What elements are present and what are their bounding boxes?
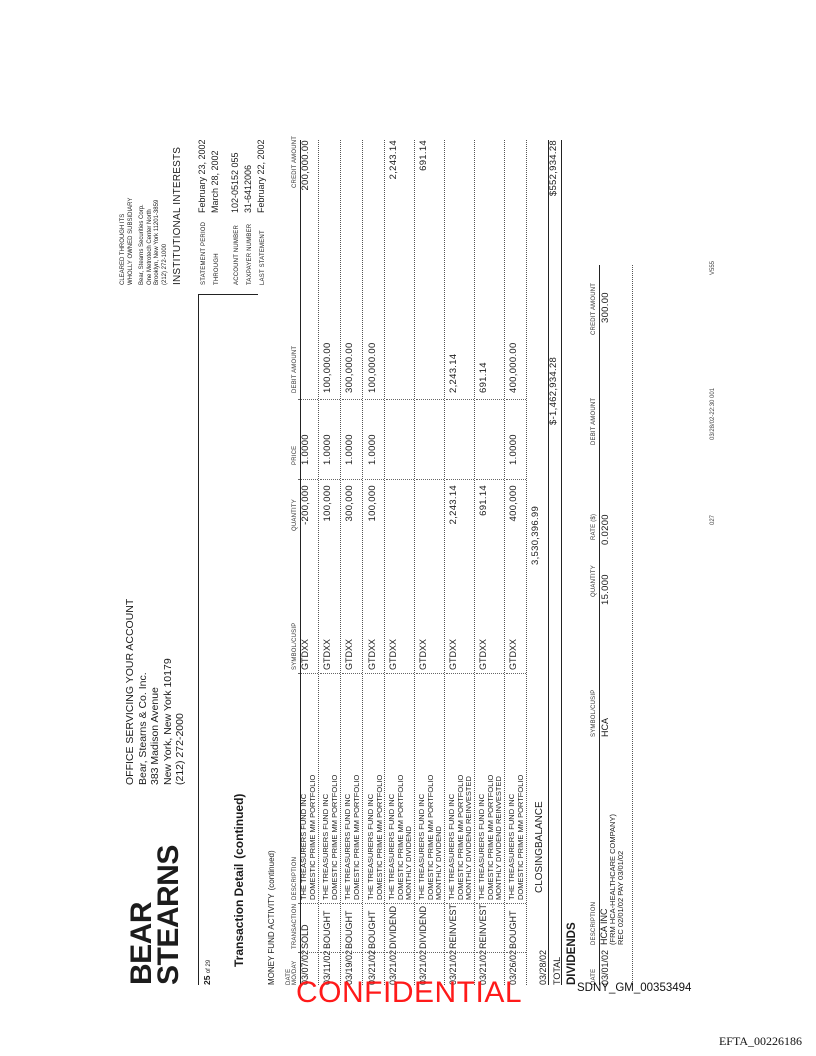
page-number: 25 of 29 — [202, 959, 212, 985]
row-rule — [444, 140, 445, 985]
row-quantity: 2,243.14 — [448, 485, 459, 525]
row-price: 1.0000 — [344, 434, 355, 465]
column-rule — [386, 952, 414, 953]
column-rule — [416, 673, 444, 674]
row-credit: 2,243.14 — [388, 140, 399, 180]
column-rule — [476, 903, 504, 904]
description-line: THE TREASURERS FUND INC — [366, 793, 375, 900]
row-symbol: GTDXX — [478, 638, 488, 670]
description-line: DOMESTIC PRIME MM PORTFOLIO — [515, 774, 525, 900]
row-transaction: DIVIDEND — [388, 905, 398, 949]
column-rule — [298, 903, 318, 904]
row-credit: 200,000.00 — [300, 140, 311, 191]
column-rule — [298, 479, 318, 480]
column-rule — [506, 673, 526, 674]
confidential-stamp: CONFIDENTIAL — [296, 976, 523, 1009]
div-row-symbol: HCA — [600, 717, 610, 737]
div-row-rule — [632, 265, 633, 985]
row-price: 1.0000 — [300, 434, 311, 465]
footer-code-3: V555 — [710, 260, 716, 275]
bear-stearns-logo: BEAR STEARNS — [125, 845, 185, 985]
row-price: 1.0000 — [367, 434, 378, 465]
column-rule — [342, 399, 362, 400]
column-rule — [386, 479, 414, 480]
row-rule — [474, 140, 475, 985]
description-line: MONTHLY DIVIDEND REINVESTED — [464, 776, 473, 900]
money-fund-section-title: MONEY FUND ACTIVITY (continued) — [267, 850, 276, 985]
div-row-rate: 0.0200 — [600, 514, 611, 545]
total-rule — [561, 140, 562, 985]
row-price: 1.0000 — [322, 434, 333, 465]
column-rule — [365, 399, 384, 400]
row-date: 03/11/02 — [322, 950, 332, 985]
row-description — [448, 775, 474, 900]
column-rule — [320, 479, 340, 480]
row-symbol: GTDXX — [367, 638, 377, 670]
column-rule — [386, 399, 414, 400]
row-symbol: GTDXX — [418, 638, 428, 670]
description-line: DOMESTIC PRIME MM PORTFOLIO — [455, 774, 465, 900]
col-header-description: DESCRIPTION — [292, 856, 298, 900]
description-line: THE TREASURERS FUND INC — [343, 793, 352, 900]
column-rule — [476, 479, 504, 480]
column-rule — [476, 399, 504, 400]
row-symbol: GTDXX — [388, 638, 398, 670]
column-rule — [342, 952, 362, 953]
row-debit: 100,000.00 — [367, 342, 378, 393]
row-rule — [384, 140, 385, 985]
row-description — [322, 775, 339, 900]
col-header-quantity: QUANTITY — [292, 499, 298, 531]
row-symbol: GTDXX — [344, 638, 354, 670]
description-line: THE TREASURERS FUND INC — [417, 793, 426, 900]
column-rule — [416, 903, 444, 904]
column-rule — [446, 952, 474, 953]
account-name: INSTITUTIONAL INTERESTS — [172, 146, 183, 285]
description-line: (FRM HCA-HEALTHCARE COMPANY) — [607, 814, 617, 945]
div-col-header-symbol: SYMBOL/CUSIP — [591, 689, 597, 737]
description-line: REC 02/01/02 PAY 03/01/02 — [616, 850, 625, 945]
total-credit: $552,934.28 — [548, 140, 559, 197]
column-rule — [298, 673, 318, 674]
row-quantity: -200,000 — [300, 485, 311, 525]
row-description — [478, 775, 504, 900]
column-rule — [320, 399, 340, 400]
header-rule-corner — [198, 294, 258, 295]
rotated-statement-page — [120, 135, 716, 985]
col-header-credit: CREDIT AMOUNT — [292, 135, 298, 188]
row-debit: 400,000.00 — [508, 342, 519, 393]
bates-number: SDNY_GM_00353494 — [577, 982, 692, 994]
row-transaction: BOUGHT — [322, 910, 332, 949]
row-transaction: REINVEST — [448, 903, 458, 949]
column-rule — [476, 673, 504, 674]
description-line: HCA INC — [599, 908, 609, 945]
row-quantity: 400,000 — [508, 485, 519, 522]
column-rule — [386, 673, 414, 674]
closing-balance-label: CLOSINGBALANCE — [534, 801, 545, 893]
row-rule — [362, 140, 363, 985]
row-debit: 300,000.00 — [344, 342, 355, 393]
row-date: 03/21/02 — [418, 949, 428, 985]
description-line: DOMESTIC PRIME MM PORTFOLIO — [374, 774, 384, 900]
row-transaction: SOLD — [300, 924, 310, 949]
column-rule — [506, 479, 526, 480]
statement-meta: STATEMENT PERIODFebruary 23, 2002 THROUGHMarch 28, 2002 ACCOUNT NUMBER102-05152 055 TAXPAYER NUMBER31-6412006 LAST STATEMENTFebruary 22, 2002 — [197, 139, 266, 285]
clearing-firm-block: CLEARED THROUGH ITS WHOLLY OWNED SUBSIDIARY Bear, Stearns Securities Corp. One Metrotech Center North Brooklyn, New York 11201-3859 (212) 272-1000 — [120, 197, 168, 285]
row-debit: 691.14 — [478, 362, 489, 393]
div-col-header-description: DESCRIPTION — [591, 901, 597, 945]
description-line: MONTHLY DIVIDEND — [434, 826, 443, 900]
col-header-transaction: TRANSACTION — [292, 903, 298, 949]
row-rule — [526, 140, 527, 985]
row-rule — [504, 140, 505, 985]
row-date: 03/21/02 — [448, 949, 458, 985]
description-line: THE TREASURERS FUND INC — [387, 793, 396, 900]
div-row-date: 03/01/02 — [600, 949, 610, 985]
row-quantity: 100,000 — [367, 485, 378, 522]
description-line: DOMESTIC PRIME MM PORTFOLIO — [329, 774, 339, 900]
col-header-date: DATE MO/DAY — [286, 960, 298, 985]
description-line: MONTHLY DIVIDEND REINVESTED — [494, 776, 503, 900]
column-rule — [320, 673, 340, 674]
total-label: TOTAL — [552, 956, 562, 985]
div-row-quantity: 15.000 — [600, 574, 611, 605]
col-header-symbol: SYMBOL/CUSIP — [292, 622, 298, 670]
row-date: 03/19/02 — [344, 949, 354, 985]
efta-number: EFTA_00226186 — [718, 1034, 802, 1048]
row-description — [367, 775, 384, 900]
column-rule — [298, 952, 318, 953]
row-debit: 2,243.14 — [448, 353, 459, 393]
column-rule — [506, 903, 526, 904]
row-date: 03/21/02 — [388, 949, 398, 985]
dividends-section-title: DIVIDENDS — [566, 922, 578, 985]
description-line: DOMESTIC PRIME MM PORTFOLIO — [351, 774, 361, 900]
row-date: 03/21/02 — [367, 949, 377, 985]
row-rule — [318, 140, 319, 985]
closing-date: 03/28/02 — [538, 949, 548, 985]
div-col-header-debit: DEBIT AMOUNT — [591, 397, 597, 445]
div-row-credit: 300.00 — [600, 292, 611, 323]
closing-rule — [548, 140, 549, 985]
column-rule — [365, 479, 384, 480]
col-header-debit: DEBIT AMOUNT — [292, 345, 298, 393]
description-line: DOMESTIC PRIME MM PORTFOLIO — [395, 774, 405, 900]
column-rule — [365, 952, 384, 953]
row-description — [418, 775, 444, 900]
footer-code-2: 03/28/02-22:30 001 — [710, 387, 716, 440]
column-rule — [386, 903, 414, 904]
row-rule — [414, 140, 415, 985]
row-transaction: REINVEST — [478, 903, 488, 949]
description-line: THE TREASURERS FUND INC — [321, 793, 330, 900]
row-credit: 691.14 — [418, 140, 429, 171]
row-date: 03/26/02 — [508, 949, 518, 985]
description-line: DOMESTIC PRIME MM PORTFOLIO — [425, 774, 435, 900]
div-col-header-credit: CREDIT AMOUNT — [591, 282, 597, 335]
column-rule — [365, 903, 384, 904]
row-transaction: BOUGHT — [508, 910, 518, 949]
column-rule — [446, 903, 474, 904]
div-col-header-rate: RATE ($) — [591, 513, 597, 540]
servicing-office-block: OFFICE SERVICING YOUR ACCOUNT Bear, Stearns & Co. Inc. 383 Madison Avenue New York, New York 10179 (212) 272-2000 — [124, 598, 186, 785]
row-description — [388, 775, 414, 900]
total-debit: $-1,462,934.28 — [548, 356, 559, 425]
row-symbol: GTDXX — [322, 638, 332, 670]
description-line: THE TREASURERS FUND INC — [299, 793, 308, 900]
row-quantity: 691.14 — [478, 485, 489, 516]
column-rule — [446, 673, 474, 674]
row-transaction: BOUGHT — [344, 910, 354, 949]
column-rule — [365, 673, 384, 674]
row-date: 03/21/02 — [478, 949, 488, 985]
row-rule — [340, 140, 341, 985]
description-line: DOMESTIC PRIME MM PORTFOLIO — [485, 774, 495, 900]
row-transaction: DIVIDEND — [418, 905, 428, 949]
col-header-price: PRICE — [292, 445, 298, 465]
column-rule — [416, 399, 444, 400]
row-debit: 100,000.00 — [322, 342, 333, 393]
row-description — [344, 775, 361, 900]
description-line: THE TREASURERS FUND INC — [507, 793, 516, 900]
row-price: 1.0000 — [508, 434, 519, 465]
row-symbol: GTDXX — [448, 638, 458, 670]
column-rule — [342, 479, 362, 480]
div-row-description — [600, 814, 626, 945]
header-rule — [198, 295, 199, 985]
description-line: DOMESTIC PRIME MM PORTFOLIO — [307, 774, 317, 900]
column-rule — [320, 952, 340, 953]
row-date: 03/07/02 — [300, 949, 310, 985]
row-quantity: 100,000 — [322, 485, 333, 522]
column-rule — [342, 903, 362, 904]
column-rule — [416, 479, 444, 480]
page-title: Transaction Detail (continued) — [232, 793, 246, 967]
description-line: THE TREASURERS FUND INC — [477, 793, 486, 900]
row-transaction: BOUGHT — [367, 910, 377, 949]
column-rule — [446, 399, 474, 400]
column-rule — [506, 399, 526, 400]
column-rule — [446, 479, 474, 480]
column-rule — [320, 903, 340, 904]
row-description — [508, 775, 525, 900]
row-symbol: GTDXX — [300, 638, 310, 670]
description-line: THE TREASURERS FUND INC — [447, 793, 456, 900]
closing-balance-quantity: 3,530,396.99 — [530, 505, 541, 565]
div-col-header-quantity: QUANTITY — [591, 565, 597, 597]
row-quantity: 300,000 — [344, 485, 355, 522]
column-rule — [416, 952, 444, 953]
description-line: MONTHLY DIVIDEND — [404, 826, 413, 900]
row-description — [300, 775, 317, 900]
footer-code-1: 027 — [710, 514, 716, 525]
column-rule — [506, 952, 526, 953]
column-rule — [298, 399, 318, 400]
row-symbol: GTDXX — [508, 638, 518, 670]
column-rule — [476, 952, 504, 953]
div-col-header-date: DATE — [591, 968, 597, 985]
column-rule — [342, 673, 362, 674]
